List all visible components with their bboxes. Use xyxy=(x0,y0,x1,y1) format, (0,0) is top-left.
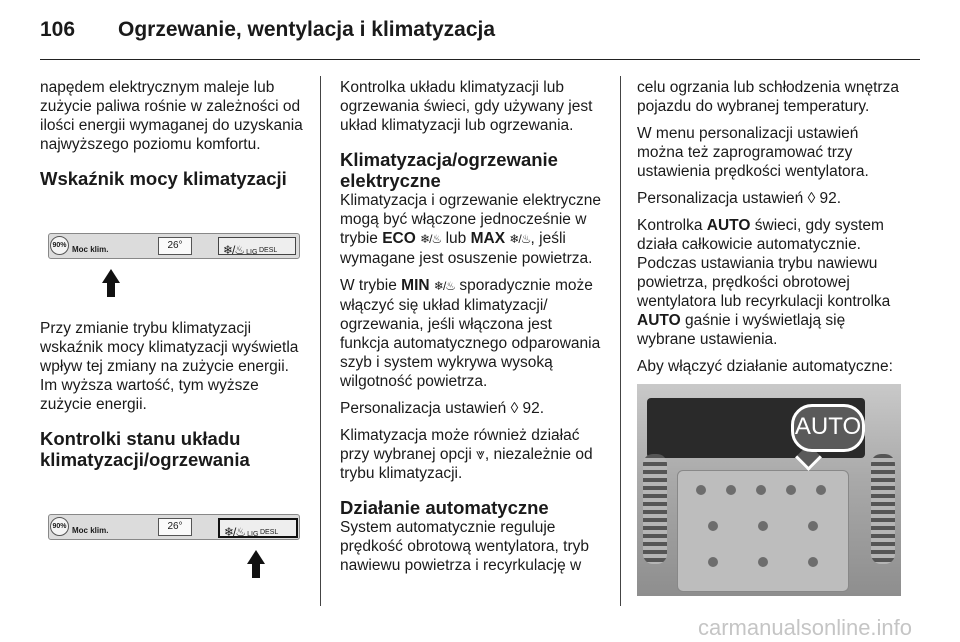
auto-label: AUTO xyxy=(706,217,751,234)
power-label: Moc klim. xyxy=(72,526,109,535)
column-divider-1 xyxy=(320,76,321,606)
min-label: MIN xyxy=(401,277,430,294)
temperature-box: 26° xyxy=(158,237,192,255)
max-label: MAX xyxy=(470,230,506,247)
column-1 xyxy=(40,78,304,600)
eco-max-paragraph: Klimatyzacja i ogrzewanie elektryczne mogą być włączone jednocześnie w trybie ECO ❄/♨ lub MAX ❄/♨, jeśli wymagane jest osuszenie powietrza. xyxy=(340,192,602,267)
mode-desl: DESL xyxy=(259,247,278,254)
auto-callout: AUTO xyxy=(791,404,865,452)
auto-label: AUTO xyxy=(637,312,681,329)
heading-status-lights: Kontrolki stanu układu klimatyzacji/ogrzewania xyxy=(40,428,250,470)
snowflake-icon: ❄/♨ xyxy=(223,243,245,257)
power-label: Moc klim. xyxy=(72,245,109,254)
auto-operation-paragraph: System automatycznie reguluje prędkość obrotową wentylatora, tryb nawiewu powietrza i recyrkulację w xyxy=(340,519,589,574)
page-number: 106 xyxy=(40,18,76,41)
climate-panel-figure-2 xyxy=(40,478,304,586)
continued-paragraph: celu ogrzania lub schłodzenia wnętrza pojazdu do wybranej temperatury. xyxy=(637,79,899,115)
power-indicator-paragraph: Przy zmianie trybu klimatyzacji wskaźnik mocy klimatyzacji wyświetla wpływ tej zmiany na zużycie energii. Im wyższa wartość, tym wyższe zużycie energii. xyxy=(40,320,299,413)
min-mode-paragraph: W trybie MIN ❄/♨ sporadycznie może włączyć się układ klimatyzacji/ ogrzewania, jeśli włączona jest funkcja automatycznego odparowania szyb i system wykrywa wysoką wilgotność powietrza. xyxy=(340,277,601,390)
fan-speed-paragraph: W menu personalizacji ustawień można też zaprogramować trzy ustawienia prędkości wentylatora. xyxy=(637,125,869,180)
column-divider-2 xyxy=(620,76,621,606)
arrow-up-icon xyxy=(102,269,120,283)
auto-enable-paragraph: Aby włączyć działanie automatyczne: xyxy=(637,358,893,375)
heading-auto-operation: Działanie automatyczne xyxy=(340,497,549,518)
power-percent-badge: 90% xyxy=(50,517,69,536)
page-header xyxy=(40,18,920,54)
mode-desl: DESL xyxy=(260,529,279,536)
heading-electric-heating: Klimatyzacja/ogrzewanie elektryczne xyxy=(340,149,558,191)
page-title: Ogrzewanie, wentylacja i klimatyzacja xyxy=(118,18,496,41)
arrow-stem xyxy=(107,283,115,297)
header-divider xyxy=(40,59,920,60)
intro-paragraph: napędem elektrycznym maleje lub zużycie paliwa rośnie w zależności od ilości energii wymaganej do uzyskania najwyższego poziomu komfortu. xyxy=(40,79,303,153)
arrow-stem xyxy=(252,564,260,578)
console-panel xyxy=(677,470,849,592)
defrost-paragraph: Klimatyzacja może również działać przy wybranej opcji ⩔, niezależnie od trybu klimatyzacji. xyxy=(340,427,593,482)
eco-label: ECO xyxy=(382,230,416,247)
snowflake-icon: ❄/♨ xyxy=(420,232,442,246)
mode-buttons xyxy=(218,237,296,255)
mode-buttons-highlighted xyxy=(218,518,298,538)
mode-lig: ❄/♨ LIG xyxy=(224,525,259,539)
heading-power-indicator: Wskaźnik mocy klimatyzacji xyxy=(40,168,287,189)
personalization-ref: Personalizacja ustawień ◊ 92. xyxy=(340,400,545,417)
column-2 xyxy=(340,78,604,583)
snowflake-icon: ❄/♨ xyxy=(433,279,456,293)
watermark: carmanualsonline.info xyxy=(698,615,913,640)
right-vent-grille xyxy=(871,454,895,564)
personalization-ref: Personalizacja ustawień ◊ 92. xyxy=(637,190,842,207)
climate-panel-figure-1 xyxy=(40,197,304,305)
snowflake-icon: ❄/♨ xyxy=(509,232,531,246)
mode-lig: ❄/♨ LIG xyxy=(223,243,258,257)
snowflake-icon: ❄/♨ xyxy=(224,525,246,539)
temperature-box: 26° xyxy=(158,518,192,536)
arrow-up-icon xyxy=(247,550,265,564)
column-3 xyxy=(637,78,907,596)
status-light-paragraph: Kontrolka układu klimatyzacji lub ogrzewania świeci, gdy używany jest układ klimatyzacji lub ogrzewania. xyxy=(340,79,593,134)
center-console-photo xyxy=(637,384,901,596)
power-percent-badge: 90% xyxy=(50,236,69,255)
auto-light-paragraph: Kontrolka AUTO świeci, gdy system działa całkowicie automatycznie. Podczas ustawiania trybu nawiewu powietrza, prędkości obrotowej wentylatora lub recyrkulacji kontrolka AUTO gaśnie i wyświetlają się wybrane ustawienia. xyxy=(637,217,891,348)
left-vent-grille xyxy=(643,454,667,564)
